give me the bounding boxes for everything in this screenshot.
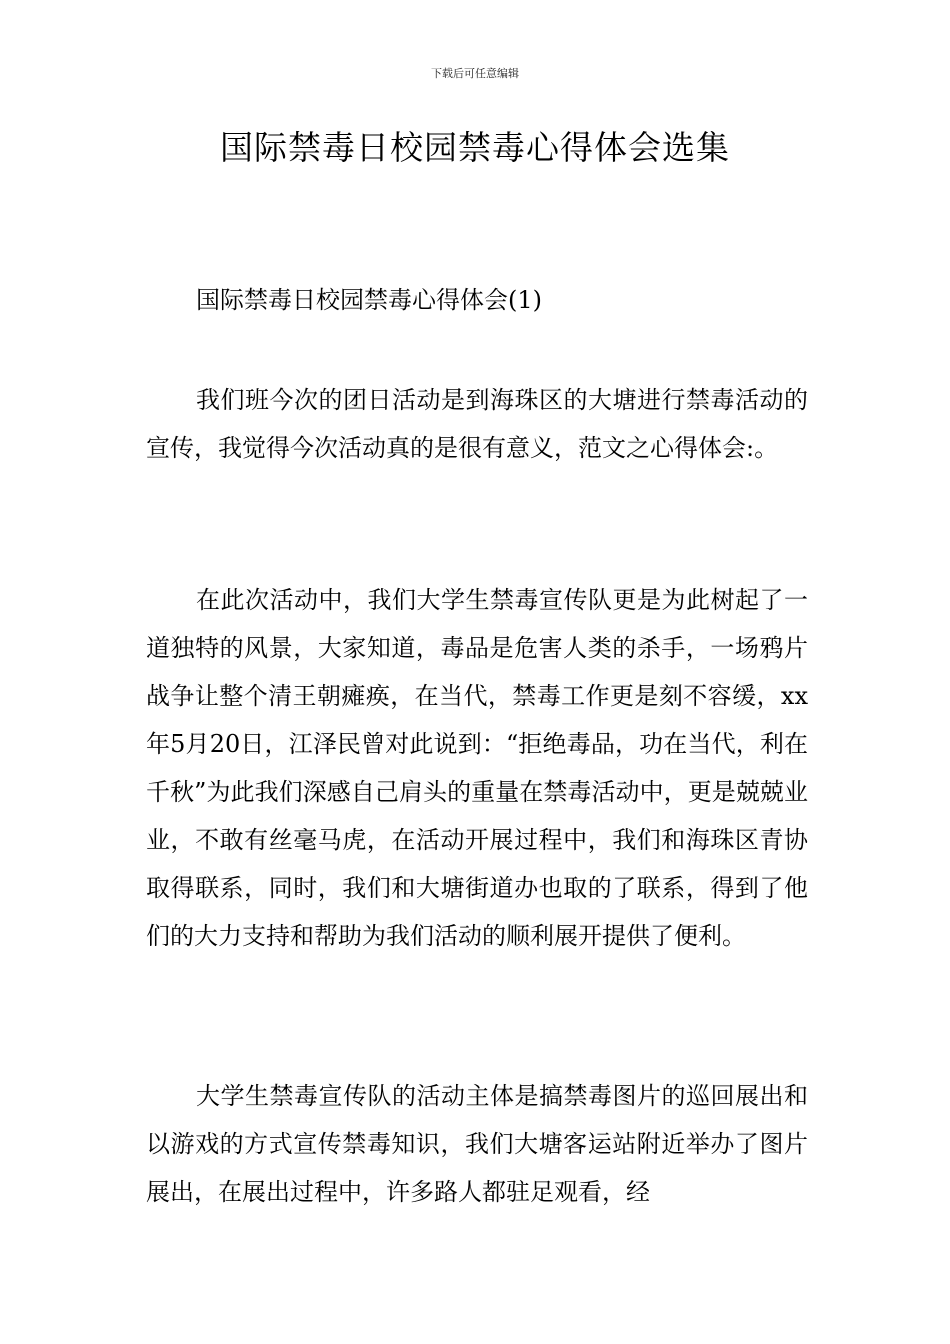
body-paragraph-2: 在此次活动中，我们大学生禁毒宣传队更是为此树起了一道独特的风景，大家知道，毒品是危害人类的杀手，一场鸦片战争让整个清王朝瘫痪，在当代，禁毒工作更是刻不容缓，xx年5月20日，江泽民曾对此说到：“拒绝毒品，功在当代，利在千秋”为此我们深感自己肩头的重量在禁毒活动中，更是兢兢业业，不敢有丝毫马虎，在活动开展过程中，我们和海珠区青协取得联系，同时，我们和大塘街道办也取的了联系，得到了他们的大力支持和帮助为我们活动的顺利展开提供了便利。: [146, 586, 808, 950]
document-title: 国际禁毒日校园禁毒心得体会选集: [220, 128, 730, 167]
header-note: 下载后可任意编辑: [431, 67, 519, 80]
body-paragraph-1: 我们班今次的团日活动是到海珠区的大塘进行禁毒活动的宣传，我觉得今次活动真的是很有意义，范文之心得体会:。: [146, 386, 808, 462]
section-subtitle: 国际禁毒日校园禁毒心得体会(1): [196, 286, 542, 314]
body-paragraph-3: 大学生禁毒宣传队的活动主体是搞禁毒图片的巡回展出和以游戏的方式宣传禁毒知识，我们大塘客运站附近举办了图片展出，在展出过程中，许多路人都驻足观看，经: [146, 1082, 808, 1206]
